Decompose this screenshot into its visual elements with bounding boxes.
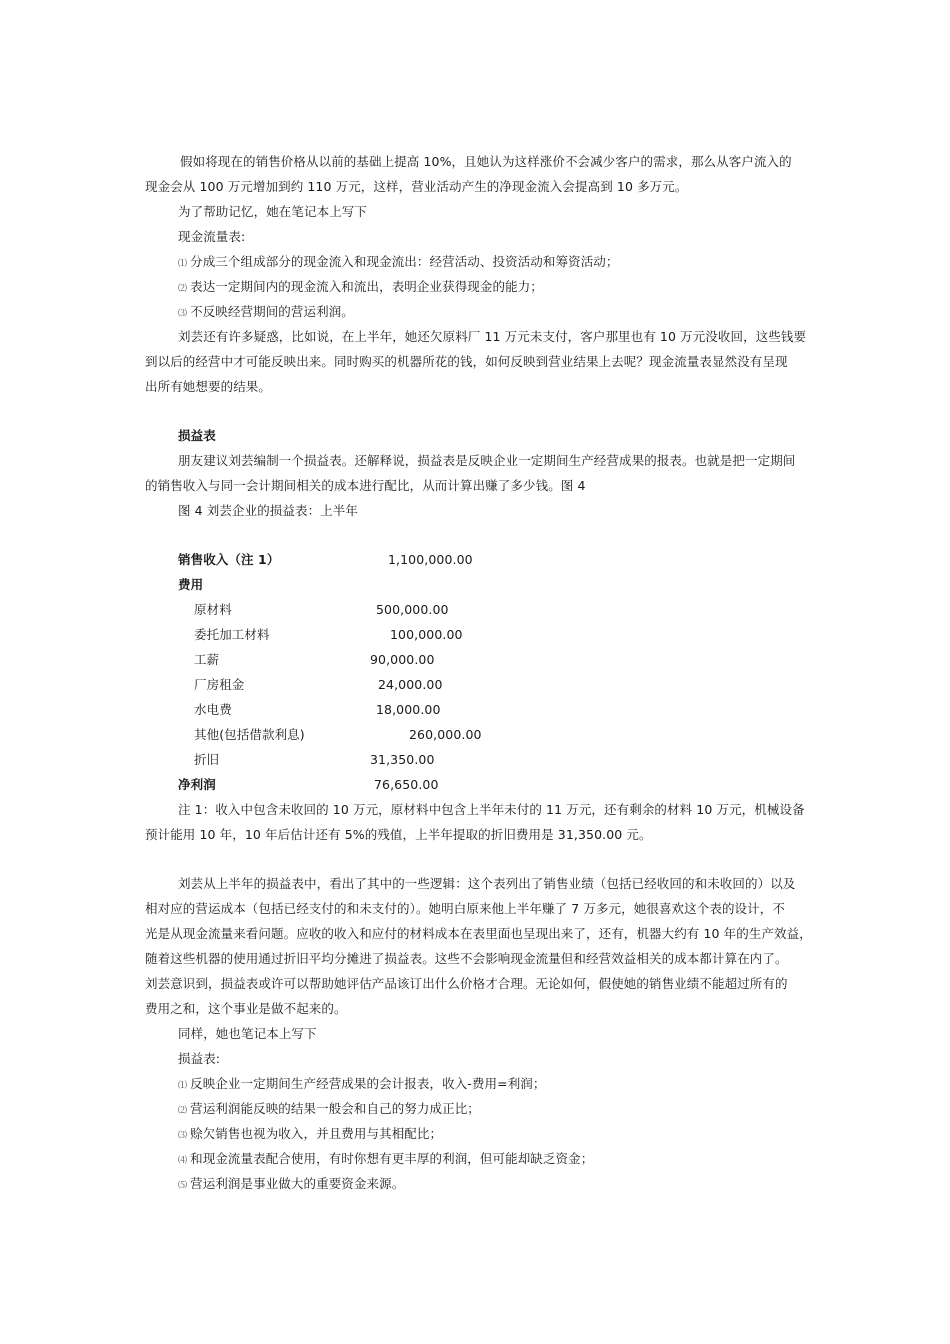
list-item [178, 253, 619, 273]
paragraph-line: 为了帮助记忆，她在笔记本上写下 [178, 204, 368, 219]
list-item-text: 营运利润能反映的结果一般会和自己的努力成正比； [190, 1101, 480, 1116]
list-item [178, 1100, 480, 1120]
expense-row-value: 260,000.00 [409, 727, 482, 742]
paragraph-line: 的销售收入与同一会计期间相关的成本进行配比，从而计算出赚了多少钱。图 4 [145, 478, 586, 493]
paragraph-line: 到以后的经营中才可能反映出来。同时购买的机器所花的钱，如何反映到营业结果上去呢？现金流量表显然没有呈现 [145, 354, 788, 369]
note-line: 注 1：收入中包含未收回的 10 万元，原材料中包含上半年未付的 11 万元，还有剩余的材料 10 万元，机械设备 [178, 802, 805, 817]
list-item-text: 表达一定期间内的现金流入和流出，表明企业获得现金的能力； [190, 279, 543, 294]
section-heading: 损益表 [178, 428, 216, 443]
list-number: ⑴ [178, 1081, 188, 1091]
list-item-text: 和现金流量表配合使用，有时你想有更丰厚的利润，但可能却缺乏资金； [190, 1151, 594, 1166]
expense-row-value: 90,000.00 [370, 652, 435, 667]
figure-caption: 图 4 刘芸企业的损益表：上半年 [178, 503, 359, 518]
expense-row-value: 18,000.00 [376, 702, 441, 717]
list-number: ⑶ [178, 1131, 188, 1141]
expense-row-label: 工薪 [194, 652, 220, 667]
net-profit-value: 76,650.00 [374, 777, 439, 792]
expense-row-label: 厂房租金 [194, 677, 245, 692]
paragraph-line: 刘芸从上半年的损益表中，看出了其中的一些逻辑：这个表列出了销售业绩（包括已经收回的和未收回的）以及 [178, 876, 796, 891]
expense-row-value: 100,000.00 [390, 627, 463, 642]
list-item [178, 1125, 442, 1145]
list-number: ⑵ [178, 1106, 188, 1116]
list-item-text: 反映企业一定期间生产经营成果的会计报表，收入-费用=利润； [190, 1076, 546, 1091]
paragraph-line: 出所有她想要的结果。 [145, 379, 272, 394]
list-number: ⑶ [178, 309, 188, 319]
paragraph-line: 费用之和，这个事业是做不起来的。 [145, 1001, 347, 1016]
expense-row-label: 折旧 [194, 752, 220, 767]
list-item [178, 1150, 593, 1170]
list-item-text: 营运利润是事业做大的重要资金来源。 [190, 1176, 405, 1191]
list-number: ⑵ [178, 284, 188, 294]
list-item-text: 不反映经营期间的营运利润。 [190, 304, 354, 319]
expense-row-value: 24,000.00 [378, 677, 443, 692]
paragraph-line: 刘芸意识到，损益表或许可以帮助她评估产品该订出什么价格才合理。无论如何，假使她的销售业绩不能超过所有的 [145, 976, 788, 991]
expense-row-label: 原材料 [194, 602, 232, 617]
expense-row-label: 委托加工材料 [194, 627, 270, 642]
paragraph-line: 假如将现在的销售价格从以前的基础上提高 10%，且她认为这样涨价不会减少客户的需求，那么从客户流入的 [180, 154, 792, 169]
list-item [178, 303, 354, 323]
net-profit-label: 净利润 [178, 777, 216, 792]
paragraph-line: 朋友建议刘芸编制一个损益表。还解释说，损益表是反映企业一定期间生产经营成果的报表。也就是把一定期间 [178, 453, 796, 468]
paragraph-line: 刘芸还有许多疑惑，比如说，在上半年，她还欠原料厂 11 万元未支付，客户那里也有 10 万元没收回，这些钱要 [178, 329, 807, 344]
list-item [178, 278, 543, 298]
list-title: 损益表: [178, 1051, 221, 1066]
paragraph-line: 随着这些机器的使用通过折旧平均分摊进了损益表。这些不会影响现金流量但和经营效益相关的成本都计算在内了。 [145, 951, 788, 966]
expense-row-label: 其他(包括借款利息) [194, 727, 305, 742]
list-number: ⑸ [178, 1181, 188, 1191]
expense-row-value: 31,350.00 [370, 752, 435, 767]
paragraph-line: 光是从现金流量来看问题。应收的收入和应付的材料成本在表里面也呈现出来了，还有，机器大约有 10 年的生产效益， [145, 926, 812, 941]
sales-label: 销售收入（注 1） [178, 552, 280, 567]
list-number: ⑴ [178, 259, 188, 269]
list-item-text: 分成三个组成部分的现金流入和现金流出：经营活动、投资活动和筹资活动； [190, 254, 619, 269]
sales-value: 1,100,000.00 [388, 552, 473, 567]
list-item [178, 1075, 546, 1095]
expense-label: 费用 [178, 577, 204, 592]
paragraph-line: 现金会从 100 万元增加到约 110 万元，这样，营业活动产生的净现金流入会提高到 10 多万元。 [145, 179, 688, 194]
list-item-text: 赊欠销售也视为收入，并且费用与其相配比； [190, 1126, 443, 1141]
list-number: ⑷ [178, 1156, 188, 1166]
paragraph-line: 同样，她也笔记本上写下 [178, 1026, 317, 1041]
list-item [178, 1175, 404, 1195]
note-line: 预计能用 10 年，10 年后估计还有 5%的残值，上半年提取的折旧费用是 31,350.00 元。 [145, 827, 652, 842]
expense-row-value: 500,000.00 [376, 602, 449, 617]
paragraph-line: 相对应的营运成本（包括已经支付的和未支付的）。她明白原来他上半年赚了 7 万多元，她很喜欢这个表的设计，不 [145, 901, 785, 916]
expense-row-label: 水电费 [194, 702, 232, 717]
list-title: 现金流量表: [178, 229, 246, 244]
